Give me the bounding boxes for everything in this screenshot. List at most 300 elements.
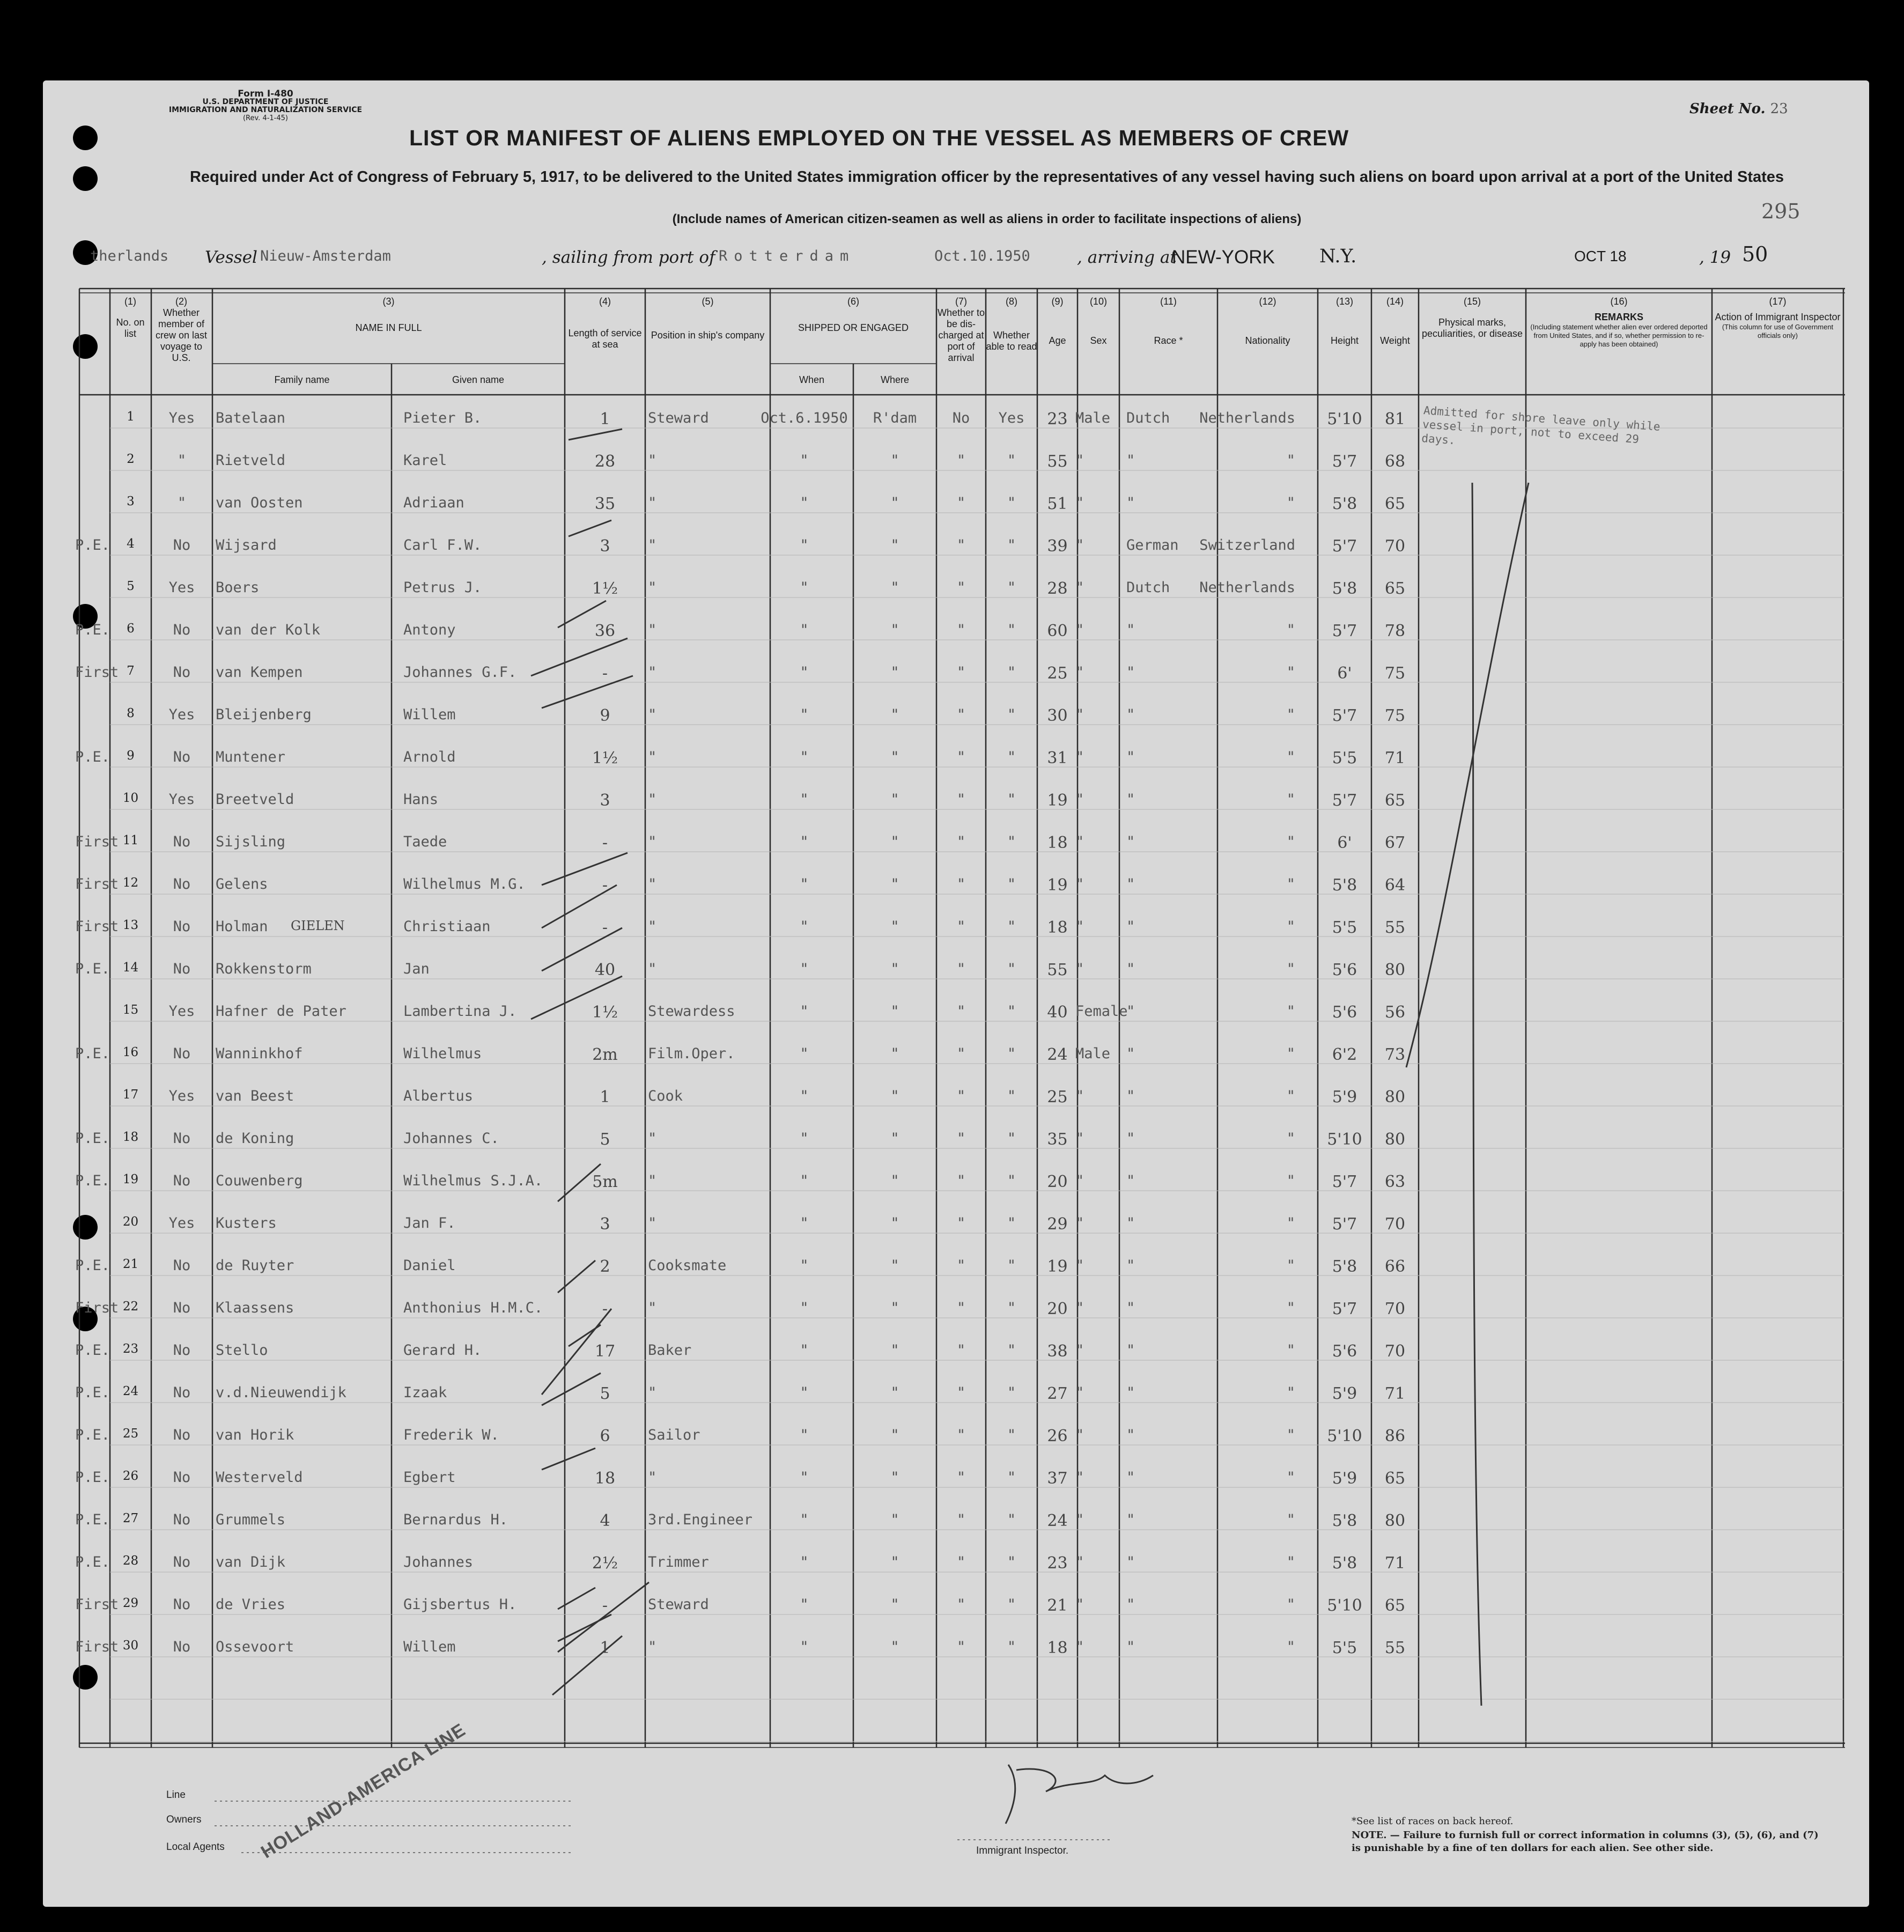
height: 5'7 — [1332, 706, 1357, 725]
col-3a-header: Family name — [274, 374, 330, 385]
crew-last-voyage: No — [173, 1173, 191, 1189]
race: " — [1126, 495, 1135, 511]
include-note: (Include names of American citizen-seamen as well as aliens in order to facilitate inspections of aliens) — [672, 212, 1302, 226]
position: Sailor — [648, 1427, 700, 1443]
sheet-number-label: Sheet No. — [1689, 101, 1766, 117]
discharged: " — [956, 1596, 966, 1613]
col-10-label: Sex — [1090, 335, 1107, 346]
sex: " — [1075, 495, 1084, 511]
race: Dutch — [1126, 410, 1170, 426]
given-name: Gijsbertus H. — [403, 1596, 517, 1613]
inspector-label: Immigrant Inspector. — [976, 1845, 1069, 1856]
age: 28 — [1047, 579, 1068, 598]
row-mark: P.E. — [75, 1384, 110, 1401]
length-of-service: 17 — [594, 1342, 616, 1361]
position: Trimmer — [648, 1554, 709, 1570]
row-number: 22 — [122, 1300, 139, 1314]
sex: " — [1075, 876, 1084, 893]
race: " — [1126, 1300, 1135, 1316]
length-of-service: 5 — [600, 1130, 610, 1149]
col-11-label: Race * — [1154, 335, 1183, 346]
row-number: 20 — [122, 1215, 139, 1229]
race: " — [1126, 1384, 1135, 1401]
crew-last-voyage: No — [173, 961, 191, 977]
height: 5'8 — [1332, 579, 1357, 598]
shipped-where: " — [890, 1003, 899, 1020]
row-mark: P.E. — [75, 1427, 110, 1443]
shipped-when: " — [800, 1300, 809, 1316]
row-number: 3 — [127, 495, 135, 508]
arriving-label: , arriving at — [1077, 248, 1177, 267]
shipped-when: Oct.6.1950 — [761, 410, 848, 426]
position: Steward — [648, 1596, 709, 1613]
discharged: " — [956, 1130, 966, 1147]
shipped-when: " — [800, 1342, 809, 1359]
sex: " — [1075, 1469, 1084, 1486]
able-to-read: " — [1007, 1469, 1016, 1486]
given-name: Lambertina J. — [403, 1003, 517, 1020]
weight: 78 — [1384, 622, 1406, 640]
family-name: Kusters — [216, 1215, 277, 1232]
nationality: " — [1286, 1173, 1295, 1189]
nationality: " — [1286, 876, 1295, 893]
position: " — [648, 1130, 657, 1147]
able-to-read: Yes — [998, 410, 1025, 426]
given-name: Gerard H. — [403, 1342, 482, 1359]
height: 5'7 — [1332, 452, 1357, 471]
length-of-service: 28 — [594, 452, 616, 471]
length-of-service: 4 — [600, 1511, 610, 1530]
penalty-note: NOTE. — Failure to furnish full or correct information in columns (3), (5), (6), and (7) is punishable by a fine of ten dollars for each alien. See other side. — [1352, 1830, 1819, 1854]
shipped-where: " — [890, 1215, 899, 1232]
length-of-service: 5 — [600, 1384, 610, 1403]
row-mark: First — [75, 876, 119, 893]
row-mark: First — [75, 664, 119, 681]
form-service: IMMIGRATION AND NATURALIZATION SERVICE — [168, 106, 363, 114]
shipped-when: " — [800, 1130, 809, 1147]
race: " — [1126, 1130, 1135, 1147]
col-17-note: (This column for use of Government officials only) — [1722, 323, 1834, 340]
position: " — [648, 1469, 657, 1486]
discharged: " — [956, 918, 966, 935]
crew-last-voyage: No — [173, 1300, 191, 1316]
able-to-read: " — [1007, 1427, 1016, 1443]
weight: 68 — [1384, 452, 1406, 471]
given-name: Johannes C. — [403, 1130, 499, 1147]
race: " — [1126, 1173, 1135, 1189]
given-name: Johannes G.F. — [403, 664, 517, 681]
able-to-read: " — [1007, 495, 1016, 511]
position: " — [648, 918, 657, 935]
shipped-when: " — [800, 495, 809, 511]
family-name: Rietveld — [216, 452, 286, 469]
length-of-service: 5m — [592, 1173, 618, 1191]
given-name: Antony — [403, 622, 456, 638]
row-number: 29 — [122, 1596, 139, 1610]
discharged: " — [956, 1554, 966, 1570]
length-of-service: 1½ — [592, 749, 618, 768]
discharged: " — [956, 1003, 966, 1020]
arrival-state: N.Y. — [1319, 246, 1357, 267]
shipped-where: " — [890, 579, 899, 596]
nationality: " — [1286, 918, 1295, 935]
sex: " — [1075, 1300, 1084, 1316]
given-name: Carl F.W. — [403, 537, 482, 554]
age: 24 — [1047, 1511, 1068, 1530]
race: " — [1126, 1342, 1135, 1359]
row-number: 8 — [127, 706, 135, 720]
crew-last-voyage: No — [173, 1257, 191, 1274]
form-number: Form I-480 — [238, 89, 293, 99]
row-number: 19 — [122, 1173, 139, 1186]
height: 5'10 — [1327, 1596, 1362, 1615]
sex: " — [1075, 1427, 1084, 1443]
position: " — [648, 791, 657, 808]
nationality: " — [1286, 1003, 1295, 1020]
family-name: van Dijk — [216, 1554, 286, 1570]
col-3-label: NAME IN FULL — [355, 322, 422, 333]
discharged: " — [956, 834, 966, 850]
race: " — [1126, 1427, 1135, 1443]
length-of-service: - — [602, 876, 608, 895]
height: 5'6 — [1332, 1342, 1357, 1361]
able-to-read: " — [1007, 1088, 1016, 1104]
discharged: " — [956, 537, 966, 554]
weight: 67 — [1384, 834, 1406, 852]
discharged: " — [956, 1045, 966, 1062]
shipped-where: " — [890, 1173, 899, 1189]
crew-last-voyage: Yes — [168, 1003, 195, 1020]
nationality: " — [1286, 961, 1295, 977]
weight: 70 — [1384, 537, 1406, 556]
col-2-label: Whether member of crew on last voyage to U.S. — [155, 307, 208, 363]
nationality: Netherlands — [1199, 579, 1295, 596]
shipped-when: " — [800, 706, 809, 723]
discharged: " — [956, 876, 966, 893]
given-name: Frederik W. — [403, 1427, 499, 1443]
stamp-number: 295 — [1761, 200, 1800, 223]
crew-last-voyage: No — [173, 1342, 191, 1359]
age: 55 — [1047, 452, 1068, 471]
age: 19 — [1047, 1257, 1068, 1276]
weight: 65 — [1384, 495, 1406, 513]
weight: 70 — [1384, 1215, 1406, 1234]
length-of-service: 1 — [600, 1639, 610, 1657]
row-mark: First — [75, 918, 119, 935]
row-number: 1 — [127, 410, 135, 424]
race: " — [1126, 876, 1135, 893]
col-13-number: (13) — [1335, 296, 1353, 307]
position: " — [648, 495, 657, 511]
length-of-service: 2m — [592, 1045, 618, 1064]
shipped-where: " — [890, 1427, 899, 1443]
nationality: " — [1286, 834, 1295, 850]
row-mark: P.E. — [75, 1554, 110, 1570]
handwritten-gielen: GIELEN — [291, 918, 345, 933]
sex: " — [1075, 834, 1084, 850]
height: 6' — [1337, 834, 1352, 852]
row-mark: P.E. — [75, 1257, 110, 1274]
family-name: Grummels — [216, 1511, 286, 1528]
age: 23 — [1047, 1554, 1068, 1573]
footer-owners-label: Owners — [166, 1814, 202, 1825]
footer-line-label: Line — [166, 1789, 186, 1801]
nationality: Netherlands — [1199, 410, 1295, 426]
row-mark: First — [75, 1639, 119, 1655]
given-name: Adriaan — [403, 495, 464, 511]
sex: " — [1075, 1215, 1084, 1232]
col-9-label: Age — [1049, 335, 1066, 346]
crew-last-voyage: Yes — [168, 1088, 195, 1104]
row-number: 27 — [122, 1511, 139, 1525]
sex: " — [1075, 1342, 1084, 1359]
weight: 71 — [1384, 1554, 1406, 1573]
form-revision: (Rev. 4-1-45) — [242, 114, 288, 122]
position: " — [648, 579, 657, 596]
length-of-service: 9 — [600, 706, 610, 725]
height: 5'7 — [1332, 537, 1357, 556]
col-9-number: (9) — [1051, 296, 1064, 307]
shipped-when: " — [800, 1384, 809, 1401]
col-6a-header: When — [799, 374, 825, 385]
sex: " — [1075, 749, 1084, 765]
height: 5'10 — [1327, 1130, 1362, 1149]
race: " — [1126, 961, 1135, 977]
weight: 65 — [1384, 579, 1406, 598]
position: " — [648, 622, 657, 638]
weight: 65 — [1384, 1469, 1406, 1488]
race: " — [1126, 706, 1135, 723]
sex: " — [1075, 1173, 1084, 1189]
given-name: Anthonius H.M.C. — [403, 1300, 543, 1316]
shipped-where: " — [890, 537, 899, 554]
row-number: 21 — [122, 1257, 139, 1271]
remarks-stamp: Admitted for shore leave only while vessel in port, not to exceed 29 days. — [1421, 403, 1661, 447]
row-number: 24 — [122, 1384, 139, 1398]
family-name: de Ruyter — [216, 1257, 294, 1274]
height: 5'8 — [1332, 1554, 1357, 1573]
nationality: " — [1286, 1469, 1295, 1486]
given-name: Petrus J. — [403, 579, 482, 596]
nationality: " — [1286, 1130, 1295, 1147]
nationality: " — [1286, 1300, 1295, 1316]
given-name: Jan F. — [403, 1215, 456, 1232]
vessel-name: Nieuw-Amsterdam — [260, 248, 391, 264]
position: Steward — [648, 410, 709, 426]
col-15-label: Physical marks, peculiarities, or disease — [1421, 317, 1523, 339]
race: " — [1126, 749, 1135, 765]
family-name: Hafner de Pater — [216, 1003, 346, 1020]
row-mark: P.E. — [75, 1173, 110, 1189]
crew-last-voyage: No — [173, 1554, 191, 1570]
position: " — [648, 1173, 657, 1189]
able-to-read: " — [1007, 622, 1016, 638]
sex: " — [1075, 537, 1084, 554]
able-to-read: " — [1007, 1639, 1016, 1655]
family-name: de Koning — [216, 1130, 294, 1147]
race: " — [1126, 834, 1135, 850]
crew-last-voyage: No — [173, 664, 191, 681]
weight: 75 — [1384, 706, 1406, 725]
row-number: 17 — [122, 1088, 139, 1102]
able-to-read: " — [1007, 876, 1016, 893]
family-name: Boers — [216, 579, 260, 596]
row-number: 9 — [127, 749, 135, 763]
col-16-number: (16) — [1610, 296, 1628, 307]
row-number: 23 — [122, 1342, 139, 1356]
arrival-port: NEW-YORK — [1172, 247, 1275, 268]
able-to-read: " — [1007, 664, 1016, 681]
sex: Male — [1075, 1045, 1111, 1062]
given-name: Karel — [403, 452, 447, 469]
sex: " — [1075, 1596, 1084, 1613]
sex: " — [1075, 664, 1084, 681]
col-2-number: (2) — [175, 296, 187, 307]
nationality: " — [1286, 749, 1295, 765]
row-mark: P.E. — [75, 1342, 110, 1359]
position: " — [648, 1639, 657, 1655]
length-of-service: 35 — [594, 495, 616, 513]
height: 5'8 — [1332, 495, 1357, 513]
sex: " — [1075, 579, 1084, 596]
discharged: " — [956, 622, 966, 638]
shipped-where: " — [890, 1554, 899, 1570]
sex: " — [1075, 622, 1084, 638]
row-number: 6 — [127, 622, 135, 636]
crew-last-voyage: No — [173, 1596, 191, 1613]
weight: 80 — [1384, 1088, 1406, 1107]
row-number: 15 — [122, 1003, 139, 1017]
col-6-label: SHIPPED OR ENGAGED — [798, 322, 909, 333]
sex: " — [1075, 1130, 1084, 1147]
sex: " — [1075, 961, 1084, 977]
discharged: " — [956, 749, 966, 765]
able-to-read: " — [1007, 749, 1016, 765]
able-to-read: " — [1007, 1342, 1016, 1359]
discharged: " — [956, 452, 966, 469]
race: " — [1126, 1045, 1135, 1062]
nationality: " — [1286, 1342, 1295, 1359]
height: 5'5 — [1332, 918, 1357, 937]
age: 26 — [1047, 1427, 1068, 1446]
given-name: Arnold — [403, 749, 456, 765]
able-to-read: " — [1007, 1554, 1016, 1570]
discharged: " — [956, 1342, 966, 1359]
col-3b-header: Given name — [452, 374, 505, 385]
height: 5'7 — [1332, 791, 1357, 810]
shipped-when: " — [800, 749, 809, 765]
family-name: Muntener — [216, 749, 286, 765]
crew-last-voyage: No — [173, 1427, 191, 1443]
discharged: " — [956, 495, 966, 511]
row-number: 11 — [122, 834, 139, 847]
shipped-when: " — [800, 961, 809, 977]
age: 37 — [1047, 1469, 1068, 1488]
race: " — [1126, 1215, 1135, 1232]
given-name: Jan — [403, 961, 430, 977]
row-mark: First — [75, 1596, 119, 1613]
shipped-where: " — [890, 918, 899, 935]
discharged: " — [956, 1257, 966, 1274]
length-of-service: 1 — [600, 1088, 610, 1107]
able-to-read: " — [1007, 961, 1016, 977]
row-number: 5 — [127, 579, 135, 593]
sex: " — [1075, 791, 1084, 808]
position: " — [648, 876, 657, 893]
weight: 86 — [1384, 1427, 1406, 1446]
family-name: Rokkenstorm — [216, 961, 312, 977]
row-number: 7 — [127, 664, 135, 678]
shipped-when: " — [800, 1596, 809, 1613]
age: 21 — [1047, 1596, 1068, 1615]
shipped-when: " — [800, 918, 809, 935]
age: 51 — [1047, 495, 1068, 513]
row-mark: P.E. — [75, 1469, 110, 1486]
sex: " — [1075, 918, 1084, 935]
nationality: " — [1286, 1257, 1295, 1274]
able-to-read: " — [1007, 1384, 1016, 1401]
nationality: " — [1286, 1596, 1295, 1613]
sheet-number-value: 23 — [1770, 101, 1788, 117]
sex: " — [1075, 1384, 1084, 1401]
shipped-when: " — [800, 1215, 809, 1232]
height: 5'10 — [1327, 1427, 1362, 1446]
race: " — [1126, 1596, 1135, 1613]
position: " — [648, 834, 657, 850]
col-8-label: Whether able to read — [986, 330, 1037, 352]
shipped-where: " — [890, 876, 899, 893]
family-name: Couwenberg — [216, 1173, 303, 1189]
shipped-when: " — [800, 1639, 809, 1655]
age: 25 — [1047, 664, 1068, 683]
length-of-service: 3 — [600, 537, 610, 556]
row-number: 16 — [122, 1045, 139, 1059]
family-name: Wijsard — [216, 537, 277, 554]
length-of-service: 40 — [594, 961, 616, 979]
col-12-label: Nationality — [1245, 335, 1290, 346]
family-name: van Oosten — [216, 495, 303, 511]
crew-last-voyage: No — [173, 876, 191, 893]
discharged: " — [956, 1173, 966, 1189]
col-13-label: Height — [1330, 335, 1359, 346]
row-mark: P.E. — [75, 537, 110, 554]
col-1-number: (1) — [124, 296, 136, 307]
length-of-service: - — [602, 664, 608, 683]
discharged: " — [956, 1300, 966, 1316]
height: 6' — [1337, 664, 1352, 683]
weight: 81 — [1384, 410, 1406, 429]
shipped-where: " — [890, 834, 899, 850]
able-to-read: " — [1007, 1596, 1016, 1613]
family-name: Sijsling — [216, 834, 286, 850]
col-15-number: (15) — [1463, 296, 1481, 307]
weight: 65 — [1384, 1596, 1406, 1615]
height: 5'5 — [1332, 749, 1357, 768]
given-name: Bernardus H. — [403, 1511, 508, 1528]
sex: " — [1075, 1257, 1084, 1274]
age: 18 — [1047, 1639, 1068, 1657]
given-name: Willem — [403, 706, 456, 723]
position: Cooksmate — [648, 1257, 727, 1274]
family-name: Holman — [216, 918, 268, 935]
given-name: Hans — [403, 791, 439, 808]
weight: 65 — [1384, 791, 1406, 810]
height: 5'5 — [1332, 1639, 1357, 1657]
discharged: " — [956, 664, 966, 681]
able-to-read: " — [1007, 579, 1016, 596]
height: 5'9 — [1332, 1384, 1357, 1403]
family-name: Batelaan — [216, 410, 286, 426]
